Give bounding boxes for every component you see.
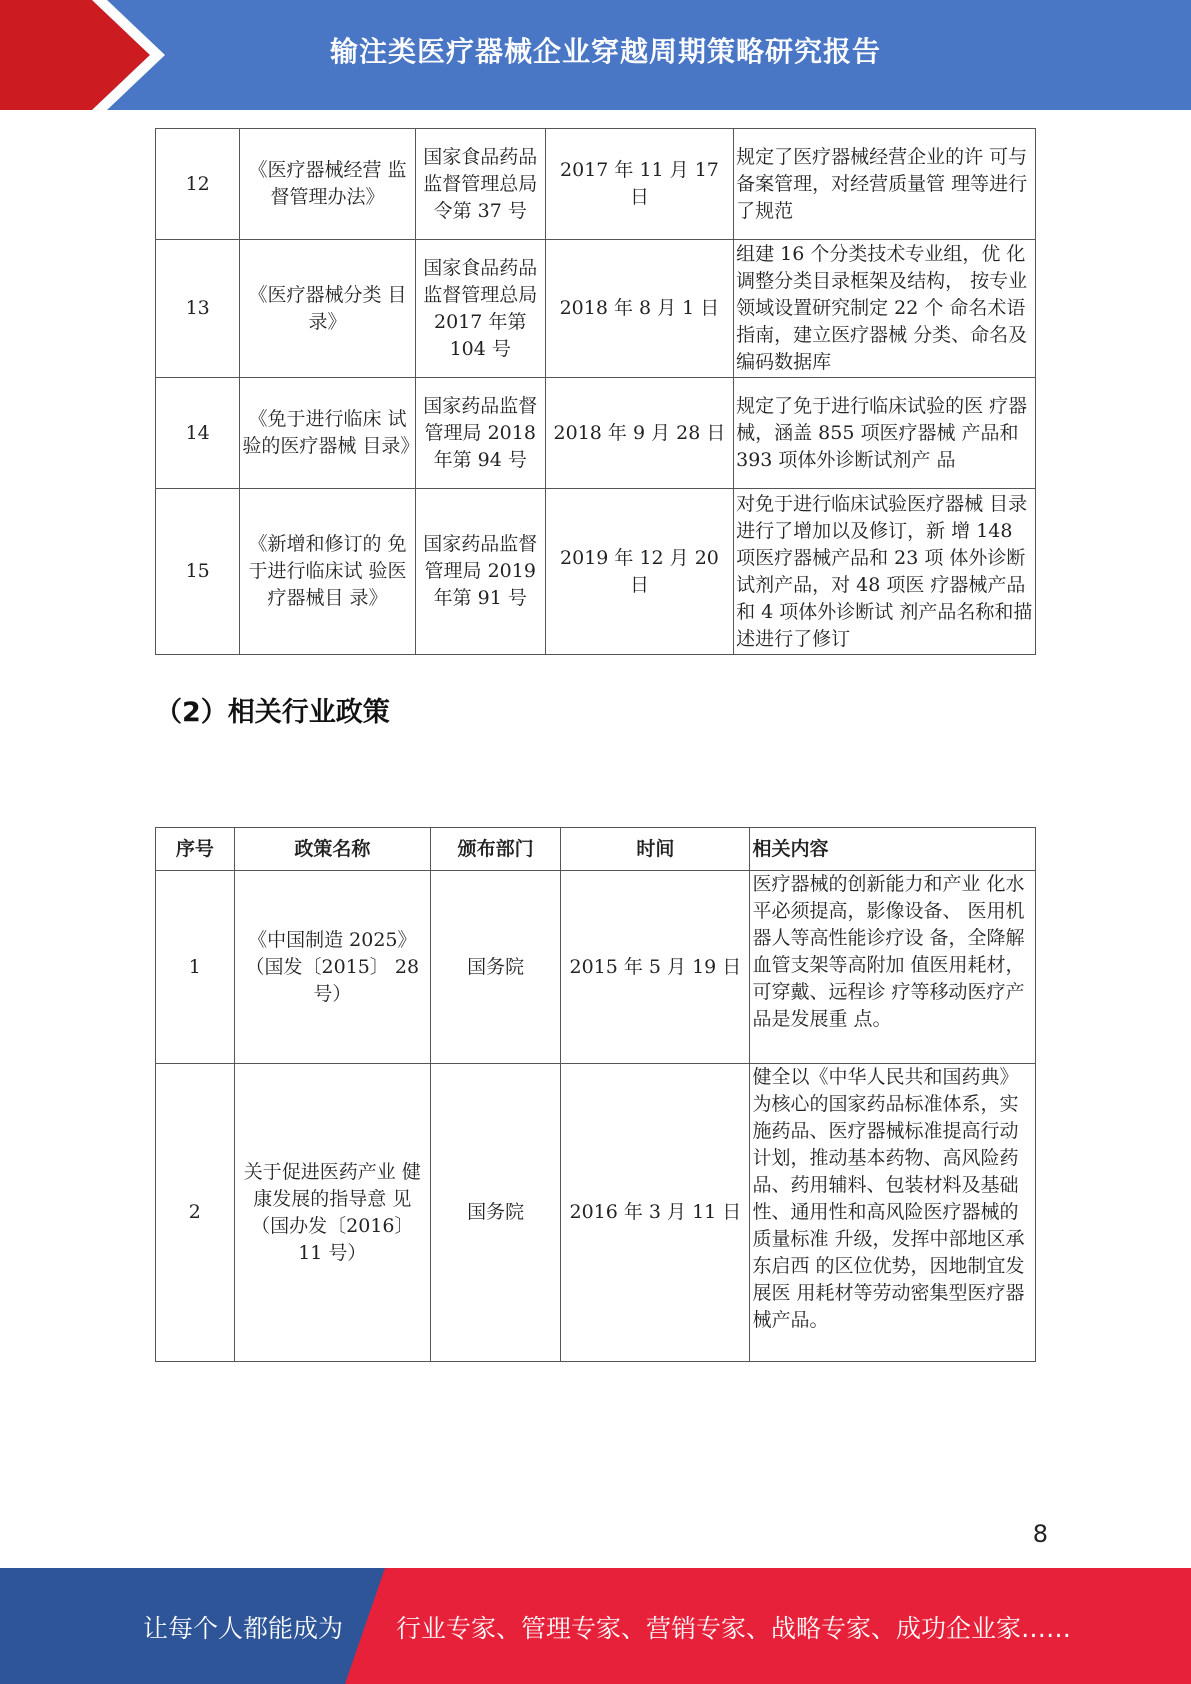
cell-name: 《新增和修订的 免于进行临床试 验医疗器械目 录》 [240,489,415,655]
table-row [156,871,1036,1064]
cell-dept: 国家药品监督管理局 2018 年第 94 号 [415,378,545,489]
cell-content: 对免于进行临床试验医疗器械 目录进行了增加以及修订，新 增 148 项医疗器械产品和 23 项 体外诊断试剂产品，对 48 项医 疗器械产品和 4 项体外诊断试 剂产品名称和描述进行了修订 [734,489,1036,655]
policies-table [155,827,1036,1362]
header-content: 相关内容 [750,828,1036,871]
header-no: 序号 [156,828,235,871]
cell-name: 关于促进医药产业 健康发展的指导意 见（国办发〔2016〕 11 号） [234,1064,430,1362]
cell-dept: 国务院 [431,1064,561,1362]
cell-content: 健全以《中华人民共和国药典》为核心的国家药品标准体系，实施药品、医疗器械标准提高行动计划，推动基本药物、高风险药品、药用辅料、包装材料及基础性、通用性和高风险医疗器械的质量标准 升级，发挥中部地区承东启西 的区位优势，因地制宜发展医 用耗材等劳动密集型医疗器 械产品。 [750,1064,1036,1362]
cell-dept: 国家药品监督管理局 2019 年第 91 号 [415,489,545,655]
footer-slogan-right: 行业专家、管理专家、营销专家、战略专家、成功企业家…… [396,1614,1072,1643]
cell-content: 规定了免于进行临床试验的医 疗器械，涵盖 855 项医疗器械 产品和 393 项体外诊断试剂产 品 [734,378,1036,489]
cell-content: 医疗器械的创新能力和产业 化水平必须提高，影像设备、 医用机器人等高性能诊疗设 备，全降解血管支架等高附加 值医用耗材，可穿戴、远程诊 疗等移动医疗产品是发展重 点。 [750,871,1036,1064]
header-dept: 颁布部门 [431,828,561,871]
table-header-row [156,828,1036,871]
table-row [156,489,1036,655]
cell-content: 组建 16 个分类技术专业组，优 化调整分类目录框架及结构， 按专业领域设置研究制定 22 个 命名术语指南，建立医疗器械 分类、命名及编码数据库 [734,240,1036,378]
cell-date: 2015 年 5 月 19 日 [561,871,750,1064]
cell-no: 15 [156,489,240,655]
cell-name: 《医疗器械经营 监督管理办法》 [240,129,415,240]
cell-dept: 国务院 [431,871,561,1064]
table-row [156,129,1036,240]
cell-name: 《中国制造 2025》（国发〔2015〕 28 号） [234,871,430,1064]
page-number: 8 [1032,1520,1048,1548]
cell-no: 12 [156,129,240,240]
section-heading: （2）相关行业政策 [155,697,390,728]
cell-no: 2 [156,1064,235,1362]
cell-dept: 国家食品药品监督管理总局 2017 年第 104 号 [415,240,545,378]
cell-name: 《医疗器械分类 目录》 [240,240,415,378]
regulations-table [155,128,1036,655]
cell-name: 《免于进行临床 试验的医疗器械 目录》 [240,378,415,489]
table-row [156,240,1036,378]
cell-no: 13 [156,240,240,378]
table-row [156,378,1036,489]
page-header [0,0,1191,110]
cell-date: 2017 年 11 月 17 日 [545,129,733,240]
cell-no: 14 [156,378,240,489]
cell-date: 2018 年 8 月 1 日 [545,240,733,378]
cell-content: 规定了医疗器械经营企业的许 可与备案管理，对经营质量管 理等进行了规范 [734,129,1036,240]
cell-dept: 国家食品药品监督管理总局令第 37 号 [415,129,545,240]
cell-date: 2016 年 3 月 11 日 [561,1064,750,1362]
header-name: 政策名称 [234,828,430,871]
footer-slogan-left: 让每个人都能成为 [143,1614,344,1643]
page-footer [0,1568,1191,1684]
cell-date: 2019 年 12 月 20 日 [545,489,733,655]
cell-date: 2018 年 9 月 28 日 [545,378,733,489]
table-row [156,1064,1036,1362]
header-date: 时间 [561,828,750,871]
report-title: 输注类医疗器械企业穿越周期策略研究报告 [329,35,881,68]
cell-no: 1 [156,871,235,1064]
